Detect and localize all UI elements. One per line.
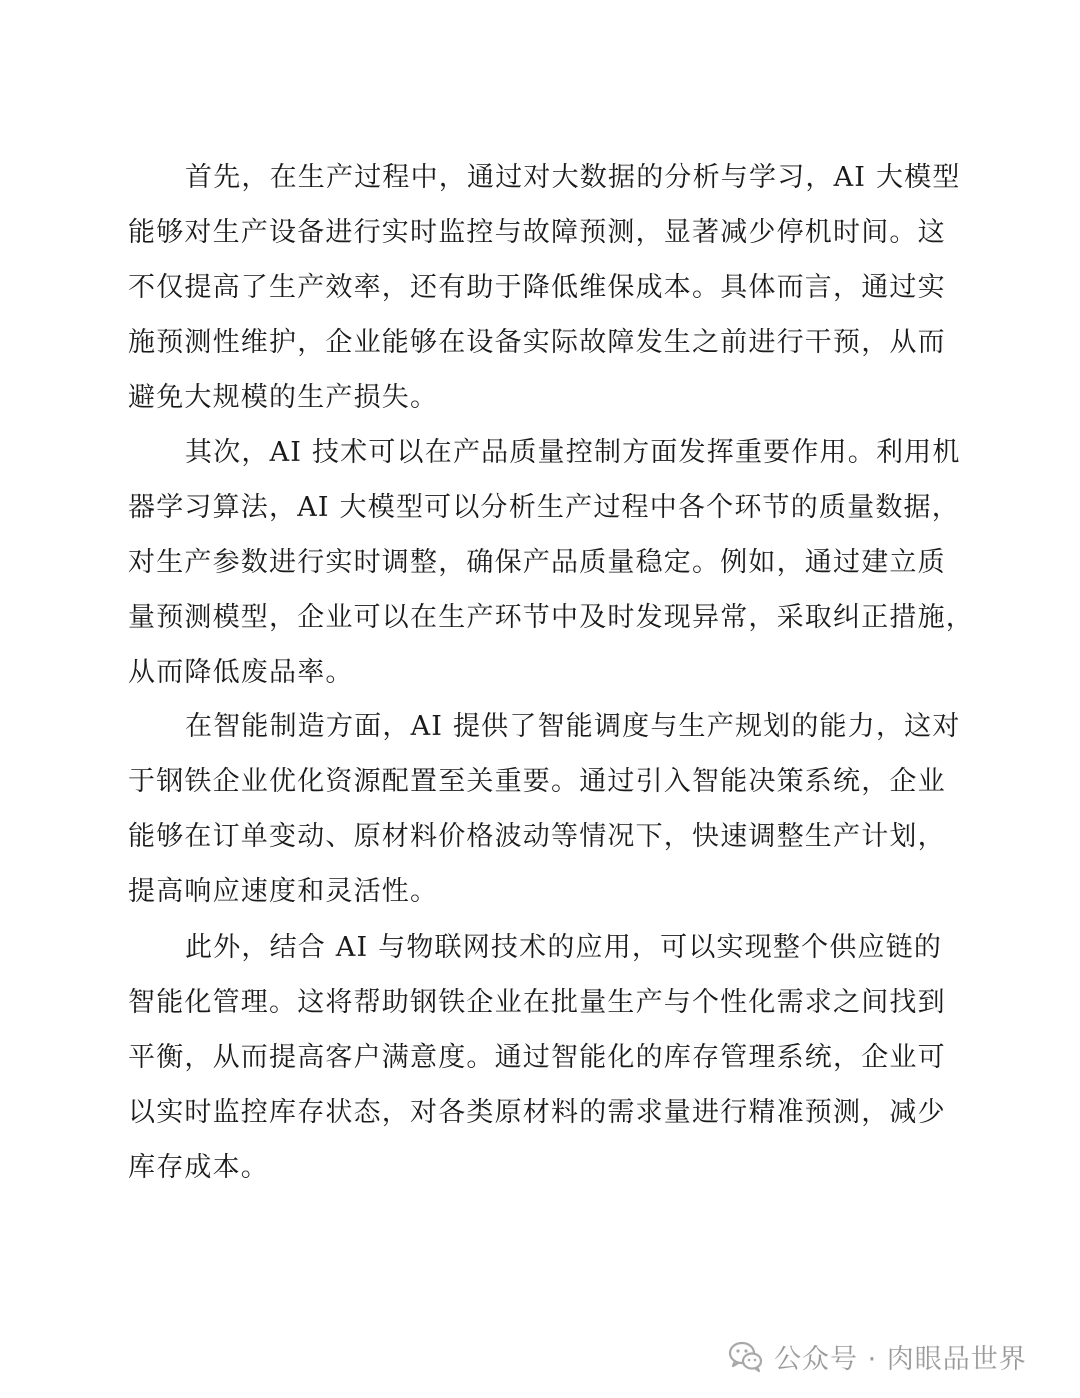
paragraph-4-line-4: 以实时监控库存状态，对各类原材料的需求量进行精准预测，减少 — [128, 1097, 946, 1128]
paragraph-4-line-2: 智能化管理。这将帮助钢铁企业在批量生产与个性化需求之间找到 — [128, 987, 946, 1018]
paragraph-2-line-4: 量预测模型，企业可以在生产环节中及时发现异常，采取纠正措施， — [128, 602, 974, 633]
paragraph-4-line-5: 库存成本。 — [128, 1152, 269, 1183]
paragraph-3-line-3: 能够在订单变动、原材料价格波动等情况下，快速调整生产计划， — [128, 821, 946, 852]
paragraph-1-line-5: 避免大规模的生产损失。 — [128, 382, 439, 413]
paragraph-4-line-3: 平衡，从而提高客户满意度。通过智能化的库存管理系统，企业可 — [128, 1042, 946, 1073]
wechat-icon — [728, 1338, 764, 1374]
watermark — [728, 1336, 1027, 1376]
paragraph-1-line-1: 首先，在生产过程中，通过对大数据的分析与学习，AI 大模型 — [185, 162, 961, 193]
paragraph-2-line-3: 对生产参数进行实时调整，确保产品质量稳定。例如，通过建立质 — [128, 547, 946, 578]
paragraph-3-line-1: 在智能制造方面，AI 提供了智能调度与生产规划的能力，这对 — [185, 711, 961, 742]
watermark-text: 公众号 · 肉眼品世界 — [774, 1343, 1027, 1375]
paragraph-1-line-4: 施预测性维护，企业能够在设备实际故障发生之前进行干预，从而 — [128, 327, 946, 358]
paragraph-1-line-3: 不仅提高了生产效率，还有助于降低维保成本。具体而言，通过实 — [128, 272, 946, 303]
paragraph-4-line-1: 此外，结合 AI 与物联网技术的应用，可以实现整个供应链的 — [185, 932, 943, 963]
paragraph-2-line-2: 器学习算法，AI 大模型可以分析生产过程中各个环节的质量数据， — [128, 492, 960, 523]
paragraph-1-line-2: 能够对生产设备进行实时监控与故障预测，显著减少停机时间。这 — [128, 217, 946, 248]
paragraph-3-line-4: 提高响应速度和灵活性。 — [128, 876, 439, 907]
paragraph-2-line-1: 其次，AI 技术可以在产品质量控制方面发挥重要作用。利用机 — [185, 437, 961, 468]
paragraph-2-line-5: 从而降低废品率。 — [128, 657, 354, 688]
paragraph-3-line-2: 于钢铁企业优化资源配置至关重要。通过引入智能决策系统，企业 — [128, 766, 946, 797]
